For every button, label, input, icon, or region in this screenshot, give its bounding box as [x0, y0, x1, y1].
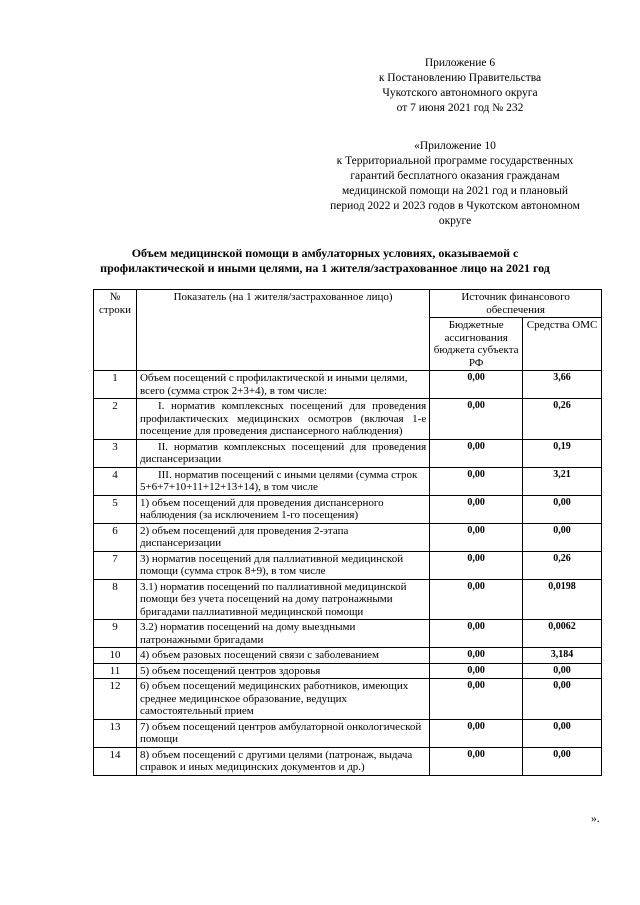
- row-budget: 0,00: [430, 648, 523, 664]
- row-number: 13: [94, 719, 137, 747]
- row-number: 7: [94, 551, 137, 579]
- row-oms: 0,26: [523, 399, 602, 440]
- row-oms: 0,19: [523, 439, 602, 467]
- row-indicator: 6) объем посещений медицинских работников, имеющих среднее медицинское образование, ведущих самостоятельный прием: [136, 679, 429, 720]
- table-row: [94, 663, 602, 679]
- row-indicator: 7) объем посещений центров амбулаторной онкологической помощи: [136, 719, 429, 747]
- row-budget: 0,00: [430, 747, 523, 775]
- row-oms: 0,26: [523, 551, 602, 579]
- volume-table: [93, 289, 602, 776]
- row-budget: 0,00: [430, 371, 523, 399]
- row-number: 8: [94, 579, 137, 620]
- header2-line-6: округе: [438, 215, 472, 227]
- row-indicator: 8) объем посещений с другими целями (патронаж, выдача справок и иных медицинских документов и др.): [136, 747, 429, 775]
- row-number: 6: [94, 523, 137, 551]
- row-budget: 0,00: [430, 399, 523, 440]
- header2-line-4: медицинской помощи на 2021 год и плановый: [341, 185, 568, 197]
- row-oms: 0,00: [523, 679, 602, 720]
- row-number: 3: [94, 439, 137, 467]
- row-budget: 0,00: [430, 551, 523, 579]
- row-budget: 0,00: [430, 620, 523, 648]
- row-budget: 0,00: [430, 719, 523, 747]
- table-header-row: [94, 290, 602, 318]
- header-row-number: № строки: [94, 290, 137, 371]
- title-line-1: Объем медицинской помощи в амбулаторных условиях, оказываемой с: [131, 246, 519, 260]
- table-row: [94, 399, 602, 440]
- row-budget: 0,00: [430, 579, 523, 620]
- table-row: [94, 551, 602, 579]
- table-row: [94, 371, 602, 399]
- row-indicator: 3.2) норматив посещений на дому выездными патронажными бригадами: [136, 620, 429, 648]
- header-budget: Бюджетные ассигнования бюджета субъекта РФ: [430, 318, 523, 371]
- row-number: 11: [94, 663, 137, 679]
- row-indicator: II. норматив комплексных посещений для проведения диспансеризации: [136, 439, 429, 467]
- table-row: [94, 439, 602, 467]
- row-budget: 0,00: [430, 495, 523, 523]
- row-oms: 0,0062: [523, 620, 602, 648]
- header-source: Источник финансового обеспечения: [430, 290, 602, 318]
- row-indicator: 2) объем посещений для проведения 2-этапа диспансеризации: [136, 523, 429, 551]
- closing-quote: ».: [591, 813, 600, 825]
- row-budget: 0,00: [430, 663, 523, 679]
- row-number: 2: [94, 399, 137, 440]
- row-number: 1: [94, 371, 137, 399]
- header2-line-2: к Территориальной программе государственных: [336, 155, 574, 167]
- row-number: 14: [94, 747, 137, 775]
- row-oms: 0,0198: [523, 579, 602, 620]
- table-row: [94, 495, 602, 523]
- row-indicator: 4) объем разовых посещений связи с заболеванием: [136, 648, 429, 664]
- row-oms: 3,66: [523, 371, 602, 399]
- title-line-2: профилактической и иными целями, на 1 жителя/застрахованное лицо на 2021 год: [100, 261, 550, 275]
- row-budget: 0,00: [430, 439, 523, 467]
- row-indicator: Объем посещений с профилактической и иными целями, всего (сумма строк 2+3+4), в том числе:: [136, 371, 429, 399]
- row-oms: 0,00: [523, 719, 602, 747]
- row-budget: 0,00: [430, 523, 523, 551]
- table-row: [94, 523, 602, 551]
- header-indicator: Показатель (на 1 жителя/застрахованное лицо): [136, 290, 429, 371]
- row-number: 5: [94, 495, 137, 523]
- table-row: [94, 719, 602, 747]
- header-line-1: Приложение 6: [424, 57, 496, 69]
- table-row: [94, 467, 602, 495]
- table-row: [94, 648, 602, 664]
- row-indicator: 3) норматив посещений для паллиативной медицинской помощи (сумма строк 8+9), в том числе: [136, 551, 429, 579]
- header2-line-5: период 2022 и 2023 годов в Чукотском автономном: [330, 200, 580, 212]
- row-oms: 0,00: [523, 495, 602, 523]
- header-line-4: от 7 июня 2021 год № 232: [396, 102, 524, 114]
- table-row: [94, 620, 602, 648]
- header-oms: Средства ОМС: [523, 318, 602, 371]
- table-row: [94, 579, 602, 620]
- row-budget: 0,00: [430, 679, 523, 720]
- header-line-2: к Постановлению Правительства: [378, 72, 542, 84]
- row-number: 4: [94, 467, 137, 495]
- table-row: [94, 679, 602, 720]
- header-line-3: Чукотского автономного округа: [382, 87, 538, 99]
- row-indicator: I. норматив комплексных посещений для проведения профилактических медицинских осмотров (включая 1-е посещение для проведения диспансерного наблюдения): [136, 399, 429, 440]
- appendix-header: [360, 56, 560, 116]
- row-indicator: III. норматив посещений с иными целями (сумма строк 5+6+7+10+11+12+13+14), в том числе: [136, 467, 429, 495]
- row-oms: 0,00: [523, 747, 602, 775]
- row-indicator: 5) объем посещений центров здоровья: [136, 663, 429, 679]
- row-indicator: 1) объем посещений для проведения диспансерного наблюдения (за исключением 1-го посещения): [136, 495, 429, 523]
- row-number: 12: [94, 679, 137, 720]
- header2-line-1: «Приложение 10: [414, 140, 496, 152]
- row-number: 9: [94, 620, 137, 648]
- row-indicator: 3.1) норматив посещений по паллиативной медицинской помощи без учета посещений на дому патронажными бригадами паллиативной медицинской помощи: [136, 579, 429, 620]
- row-oms: 3,184: [523, 648, 602, 664]
- row-oms: 0,00: [523, 663, 602, 679]
- row-oms: 0,00: [523, 523, 602, 551]
- header2-line-3: гарантий бесплатного оказания гражданам: [350, 170, 560, 182]
- row-oms: 3,21: [523, 467, 602, 495]
- row-number: 10: [94, 648, 137, 664]
- document-title: [60, 246, 590, 276]
- row-budget: 0,00: [430, 467, 523, 495]
- program-appendix-header: [300, 139, 610, 229]
- table-row: [94, 747, 602, 775]
